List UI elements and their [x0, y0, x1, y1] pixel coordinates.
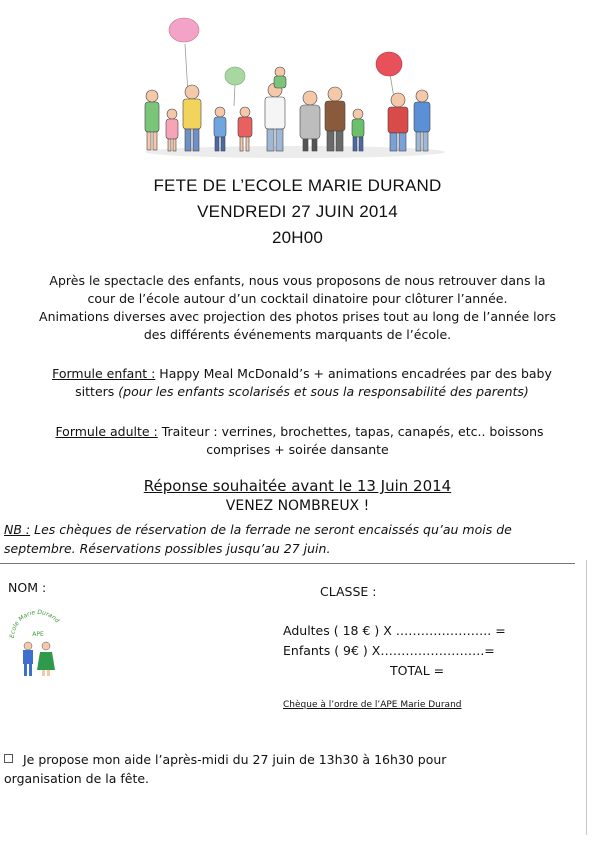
venez-nombreux: VENEZ NOMBREUX ! — [225, 498, 370, 514]
nb-label: NB : — [4, 522, 31, 537]
nom-label: NOM : — [8, 580, 47, 595]
intro-line: Après le spectacle des enfants, nous vous proposons de nous retrouver dans la — [49, 273, 546, 288]
formule-enfant-line2: sitters (pour les enfants scolarisés et sous la responsabilité des parents) — [75, 384, 529, 399]
enfants-line: Enfants ( 9€ ) X…………………….= — [283, 643, 495, 658]
formule-adulte-line2: comprises + soirée dansante — [206, 442, 389, 457]
intro-line: cour de l’école autour d’un cocktail dinatoire pour clôturer l’année. — [87, 291, 508, 306]
event-title: FETE DE L’ECOLE MARIE DURAND — [153, 176, 442, 195]
aide-line1: Je propose mon aide l’après-midi du 27 juin de 13h30 à 16h30 pour — [4, 751, 579, 769]
event-time: 20H00 — [271, 228, 324, 247]
intro-line: Animations diverses avec projection des photos prises tout au long de l’année lors — [39, 309, 556, 324]
balloon-icon — [225, 67, 245, 106]
ape-logo — [8, 608, 68, 680]
logo-text: Ecole Marie Durand — [8, 608, 61, 639]
scan-edge — [586, 560, 587, 835]
aide-line2: organisation de la fête. — [4, 771, 150, 786]
nb-line1: NB : Les chèques de réservation de la ferrade ne seront encaissés qu’au mois de — [4, 522, 512, 537]
event-date: VENDREDI 27 JUIN 2014 — [197, 202, 398, 221]
formule-enfant-note: (pour les enfants scolarisés et sous la responsabilité des parents) — [118, 384, 529, 399]
total-line: TOTAL = — [390, 663, 445, 678]
adultes-line: Adultes ( 18 € ) X ………………….. = — [283, 623, 506, 638]
balloon-icon — [169, 18, 199, 94]
logo-sub: APE — [32, 631, 44, 638]
ape-logo-children-icon — [8, 608, 68, 680]
formule-adulte-line1: Formule adulte : Traiteur : verrines, brochettes, tapas, canapés, etc.. boissons — [55, 424, 544, 439]
nb-line2: septembre. Réservations possibles jusqu’au 27 juin. — [4, 541, 331, 556]
checkbox-icon[interactable] — [4, 754, 13, 763]
formule-enfant-line1: Formule enfant : Happy Meal McDonald’s + animations encadrées par des baby — [52, 366, 552, 381]
classe-label: CLASSE : — [320, 584, 377, 599]
cheque-note: Chèque à l’ordre de l’APE Marie Durand — [283, 700, 462, 710]
response-deadline: Réponse souhaitée avant le 13 Juin 2014 — [143, 477, 452, 495]
divider — [0, 563, 575, 564]
intro-line: des différents événements marquants de l’école. — [143, 327, 452, 342]
family-illustration — [130, 14, 450, 162]
formule-enfant-label: Formule enfant : — [52, 366, 156, 381]
formule-adulte-label: Formule adulte : — [55, 424, 158, 439]
